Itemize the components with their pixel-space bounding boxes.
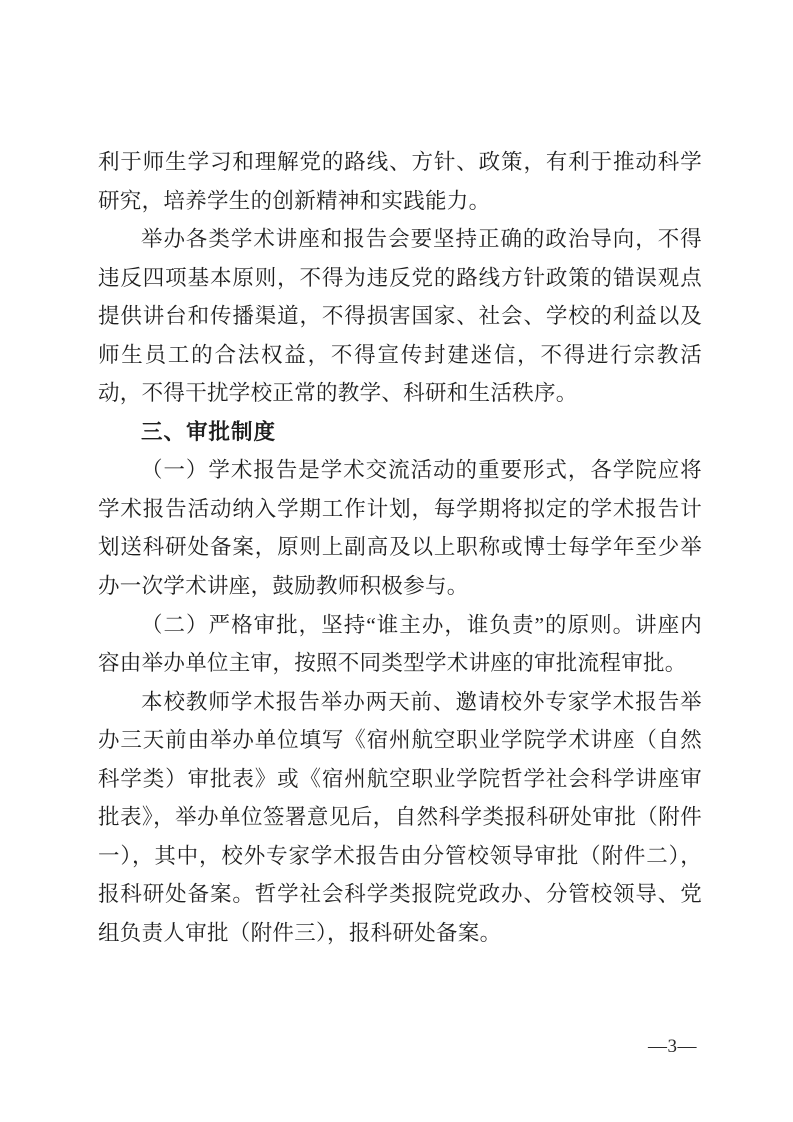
paragraph: 举办各类学术讲座和报告会要坚持正确的政治导向，不得违反四项基本原则，不得为违反党的路线方针政策的错误观点提供讲台和传播渠道，不得损害国家、社会、学校的利益以及师生员工的合法权益，不得宣传封建迷信，不得进行宗教活动，不得干扰学校正常的教学、科研和生活秩序。 (98, 227, 702, 406)
paragraph: （一）学术报告是学术交流活动的重要形式，各学院应将学术报告活动纳入学期工作计划，每学期将拟定的学术报告计划送科研处备案，原则上副高及以上职称或博士每学年至少举办一次学术讲座，鼓励教师积极参与。 (98, 458, 702, 599)
page-number: —3— (648, 1036, 697, 1057)
paragraph: 利于师生学习和理解党的路线、方针、政策，有利于推动科学研究，培养学生的创新精神和实践能力。 (98, 150, 702, 213)
section-heading: 三、审批制度 (141, 419, 277, 444)
paragraph: 本校教师学术报告举办两天前、邀请校外专家学术报告举办三天前由举办单位填写《宿州航空职业学院学术讲座（自然科学类）审批表》或《宿州航空职业学院哲学社会科学讲座审批表》，举办单位签署意见后，自然科学类报科研处审批（附件一），其中，校外专家学术报告由分管校领导审批（附件二），报科研处备案。哲学社会科学类报院党政办、分管校领导、党组负责人审批（附件三），报科研处备案。 (98, 689, 702, 945)
document-body (98, 143, 702, 952)
paragraph: （二）严格审批，坚持“谁主办，谁负责”的原则。讲座内容由举办单位主审，按照不同类型学术讲座的审批流程审批。 (98, 612, 702, 676)
